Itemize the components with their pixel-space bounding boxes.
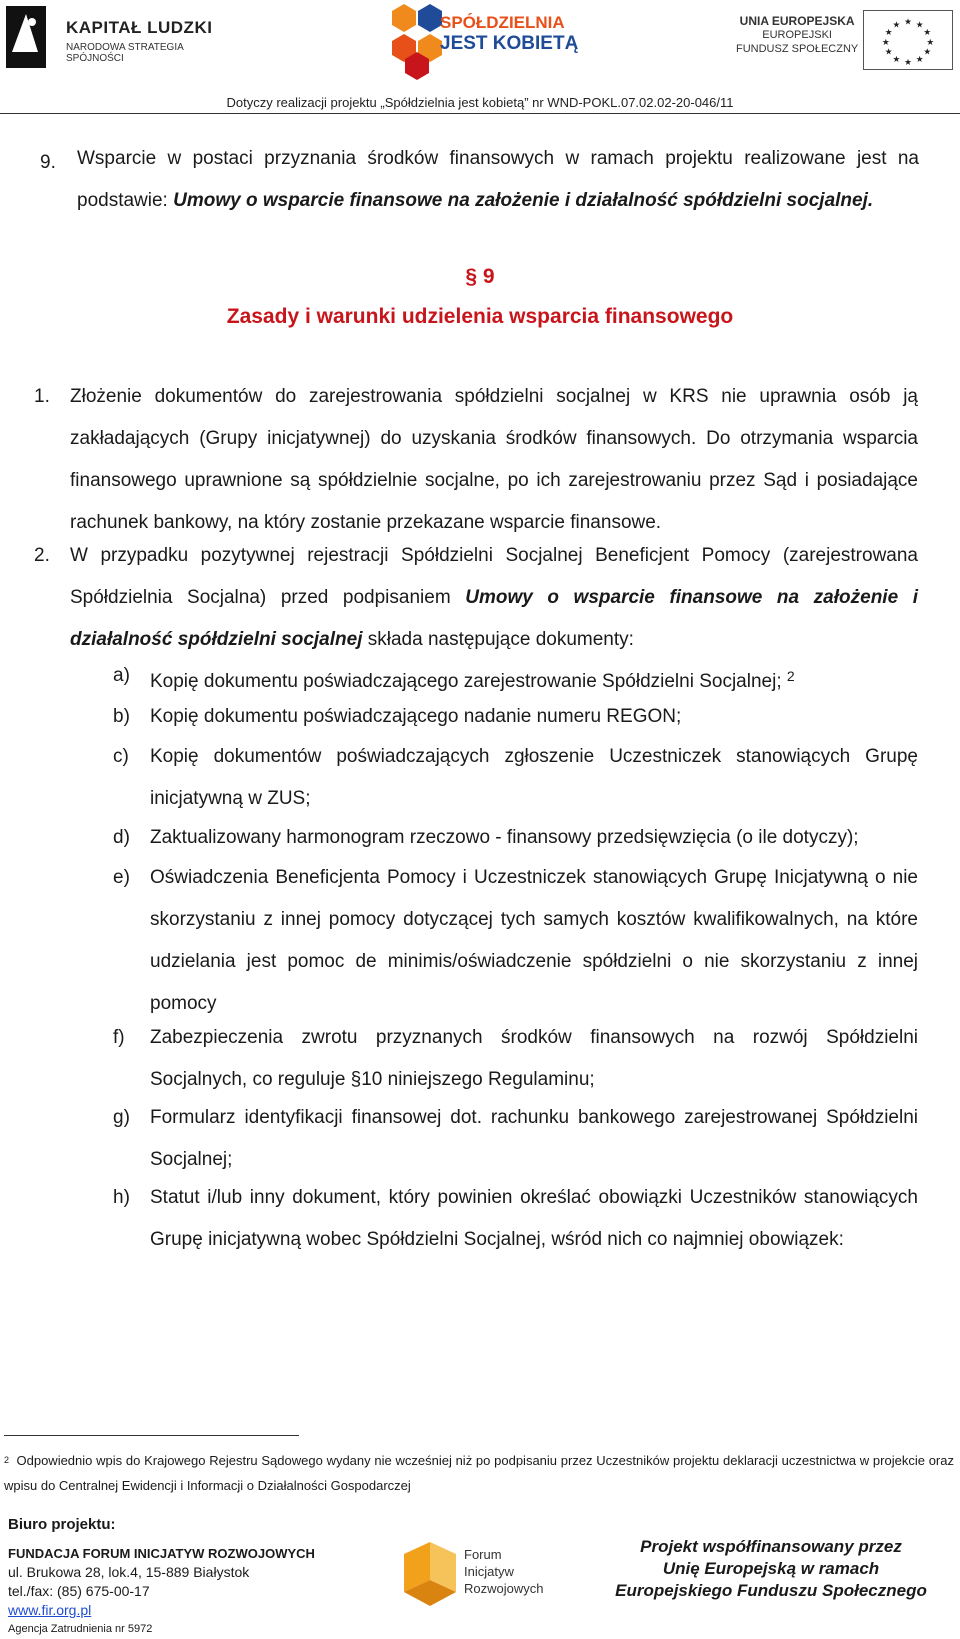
footnote bbox=[4, 1448, 954, 1498]
svg-text:★: ★ bbox=[926, 37, 935, 48]
eu-flag-icon bbox=[863, 10, 953, 70]
svg-text:★: ★ bbox=[892, 20, 901, 31]
point-2-text bbox=[70, 535, 918, 661]
fir-emblem-icon bbox=[400, 1540, 460, 1608]
eu-line-1: UNIA EUROPEJSKA bbox=[739, 14, 855, 28]
point-2-pre: W przypadku pozytywnej rejestracji Spółdzielni Socjalnej Beneficjent Pomocy (zarejestrowana Spółdzielnia Socjalna) przed podpisaniem bbox=[70, 545, 918, 608]
svg-text:★: ★ bbox=[892, 55, 901, 66]
sjk-line-1: SPÓŁDZIELNIA bbox=[440, 13, 565, 32]
office-address: ul. Brukowa 28, lok.4, 15-889 Białystok bbox=[8, 1564, 250, 1580]
point-1-number: 1. bbox=[34, 386, 50, 407]
list-g-text: Formularz identyfikacji finansowej dot. rachunku bankowego zarejestrowanej Spółdzielni Socjalnej; bbox=[150, 1107, 918, 1170]
list-f-letter: f) bbox=[113, 1027, 125, 1048]
svg-text:★: ★ bbox=[881, 37, 890, 48]
page-header bbox=[0, 0, 960, 112]
sjk-line-2: JEST KOBIETĄ bbox=[440, 33, 579, 54]
hexagon-cluster-icon bbox=[390, 2, 446, 80]
footnote-text: Odpowiednio wpis do Krajowego Rejestru Sądowego wydany nie wcześniej niż po podpisaniu przez Uczestników projektu deklaracji uczestnictwa w projekcie oraz wpisu do Centralnej Ewidencji i Informacji o Działalności Gospodarczej bbox=[4, 1453, 954, 1493]
item-9-emph: Umowy o wsparcie finansowe na założenie i działalność spółdzielni socjalnej. bbox=[173, 190, 874, 211]
kapital-ludzki-logo bbox=[4, 4, 224, 74]
office-agency: Agencja Zatrudnienia nr 5972 bbox=[8, 1623, 153, 1635]
svg-text:★: ★ bbox=[915, 55, 924, 66]
office-org: FUNDACJA FORUM INICJATYW ROZWOJOWYCH bbox=[8, 1546, 315, 1561]
svg-text:★: ★ bbox=[923, 28, 932, 39]
svg-text:★: ★ bbox=[923, 47, 932, 58]
footnote-mark: 2 bbox=[4, 1455, 10, 1465]
footnote-divider bbox=[4, 1435, 299, 1436]
list-a-letter: a) bbox=[113, 665, 130, 686]
list-b-letter: b) bbox=[113, 706, 130, 727]
list-e-text: Oświadczenia Beneficjenta Pomocy i Uczestniczek stanowiących Grupę Inicjatywną o nie skorzystaniu z innej pomocy dotyczącej tych samych kosztów kwalifikowalnych, na które udzielania jest pomoc de minimis/oświadczenie spółdzielni o nie skorzystaniu z innej pomocy bbox=[150, 867, 918, 1014]
eu-line-3: FUNDUSZ SPOŁECZNY bbox=[736, 43, 859, 55]
cofund-line-1: Projekt współfinansowany przez bbox=[640, 1537, 902, 1556]
spoldzielnia-jest-kobieta-logo bbox=[390, 2, 590, 82]
item-9-pre: Wsparcie w postaci przyznania środków finansowych w ramach projektu realizowane jest na podstawie: bbox=[77, 148, 919, 211]
list-h-letter: h) bbox=[113, 1187, 130, 1208]
item-9-num-text: 9. bbox=[40, 152, 56, 173]
office-website-link[interactable]: www.fir.org.pl bbox=[8, 1602, 92, 1618]
point-1-text: Złożenie dokumentów do zarejestrowania spółdzielni socjalnej w KRS nie uprawnia osób ją zakładających (Grupy inicjatywnej) do uzyskania środków finansowych. Do otrzymania wsparcia finansowego uprawnione są spółdzielnie socjalne, po ich zarejestrowaniu przez Sąd i posiadające rachunek bankowy, na który zostanie przekazane wsparcie finansowe. bbox=[70, 386, 918, 533]
list-f-text: Zabezpieczenia zwrotu przyznanych środków finansowych na rozwój Spółdzielni Socjalnych, co reguluje §10 niniejszego Regulaminu; bbox=[150, 1027, 918, 1090]
point-2-post: składa następujące dokumenty: bbox=[362, 629, 634, 650]
project-office bbox=[8, 1515, 388, 1639]
list-d-letter: d) bbox=[113, 827, 130, 848]
list-c-letter: c) bbox=[113, 746, 129, 767]
point-2-number: 2. bbox=[34, 545, 50, 566]
svg-text:★: ★ bbox=[904, 58, 912, 69]
project-reference: Dotyczy realizacji projektu „Spółdzielnia jest kobietą” nr WND-POKL.07.02.02-20-046/11 bbox=[226, 95, 734, 110]
svg-text:★: ★ bbox=[904, 17, 912, 28]
list-c-text: Kopię dokumentów poświadczających zgłoszenie Uczestniczek stanowiących Grupę inicjatywną w ZUS; bbox=[150, 746, 918, 809]
cofund-line-3: Europejskiego Funduszu Społecznego bbox=[615, 1581, 927, 1600]
fir-logo-line-2: Inicjatyw bbox=[464, 1564, 514, 1579]
list-h-text: Statut i/lub inny dokument, który powinien określać obowiązki Uczestników stanowiących Grupę inicjatywną wobec Spółdzielni Socjalnej, wśród nich co najmniej obowiązek: bbox=[150, 1187, 918, 1250]
kapital-ludzki-subtitle: NARODOWA STRATEGIA SPÓJNOŚCI bbox=[66, 42, 184, 64]
cofund-line-2: Unię Europejską w ramach bbox=[662, 1559, 880, 1578]
fir-logo-line-3: Rozwojowych bbox=[464, 1581, 544, 1596]
point-2-emph: Umowy o wsparcie finansowe na założenie i działalność spółdzielni socjalnej bbox=[70, 587, 918, 650]
fir-logo-line-1: Forum bbox=[464, 1547, 502, 1562]
svg-text:★: ★ bbox=[884, 47, 893, 58]
header-divider bbox=[0, 113, 960, 114]
svg-text:★: ★ bbox=[915, 20, 924, 31]
office-title: Biuro projektu: bbox=[8, 1516, 116, 1533]
list-b-text: Kopię dokumentu poświadczającego nadanie numeru REGON; bbox=[150, 706, 682, 727]
cofunding-note bbox=[586, 1536, 956, 1602]
list-d-text: Zaktualizowany harmonogram rzeczowo - finansowy przedsięwzięcia (o ile dotyczy); bbox=[150, 827, 859, 848]
office-phone: tel./fax: (85) 675-00-17 bbox=[8, 1583, 150, 1599]
fir-logo bbox=[400, 1540, 560, 1610]
item-9-number bbox=[40, 142, 56, 184]
svg-text:★: ★ bbox=[884, 28, 893, 39]
eu-logo bbox=[700, 4, 958, 74]
list-g-letter: g) bbox=[113, 1107, 130, 1128]
list-a-body: Kopię dokumentu poświadczającego zarejestrowanie Spółdzielni Socjalnej; bbox=[150, 671, 787, 692]
eu-line-2: EUROPEJSKI bbox=[762, 29, 832, 41]
section-title: Zasady i warunki udzielenia wsparcia finansowego bbox=[226, 305, 734, 328]
kapital-ludzki-title: KAPITAŁ LUDZKI bbox=[66, 18, 213, 37]
section-symbol: § 9 bbox=[465, 265, 495, 288]
list-e-letter: e) bbox=[113, 867, 130, 888]
kapital-ludzki-emblem-icon bbox=[4, 4, 56, 70]
item-9-text bbox=[77, 138, 919, 222]
footnote-ref-2[interactable]: 2 bbox=[786, 668, 795, 684]
